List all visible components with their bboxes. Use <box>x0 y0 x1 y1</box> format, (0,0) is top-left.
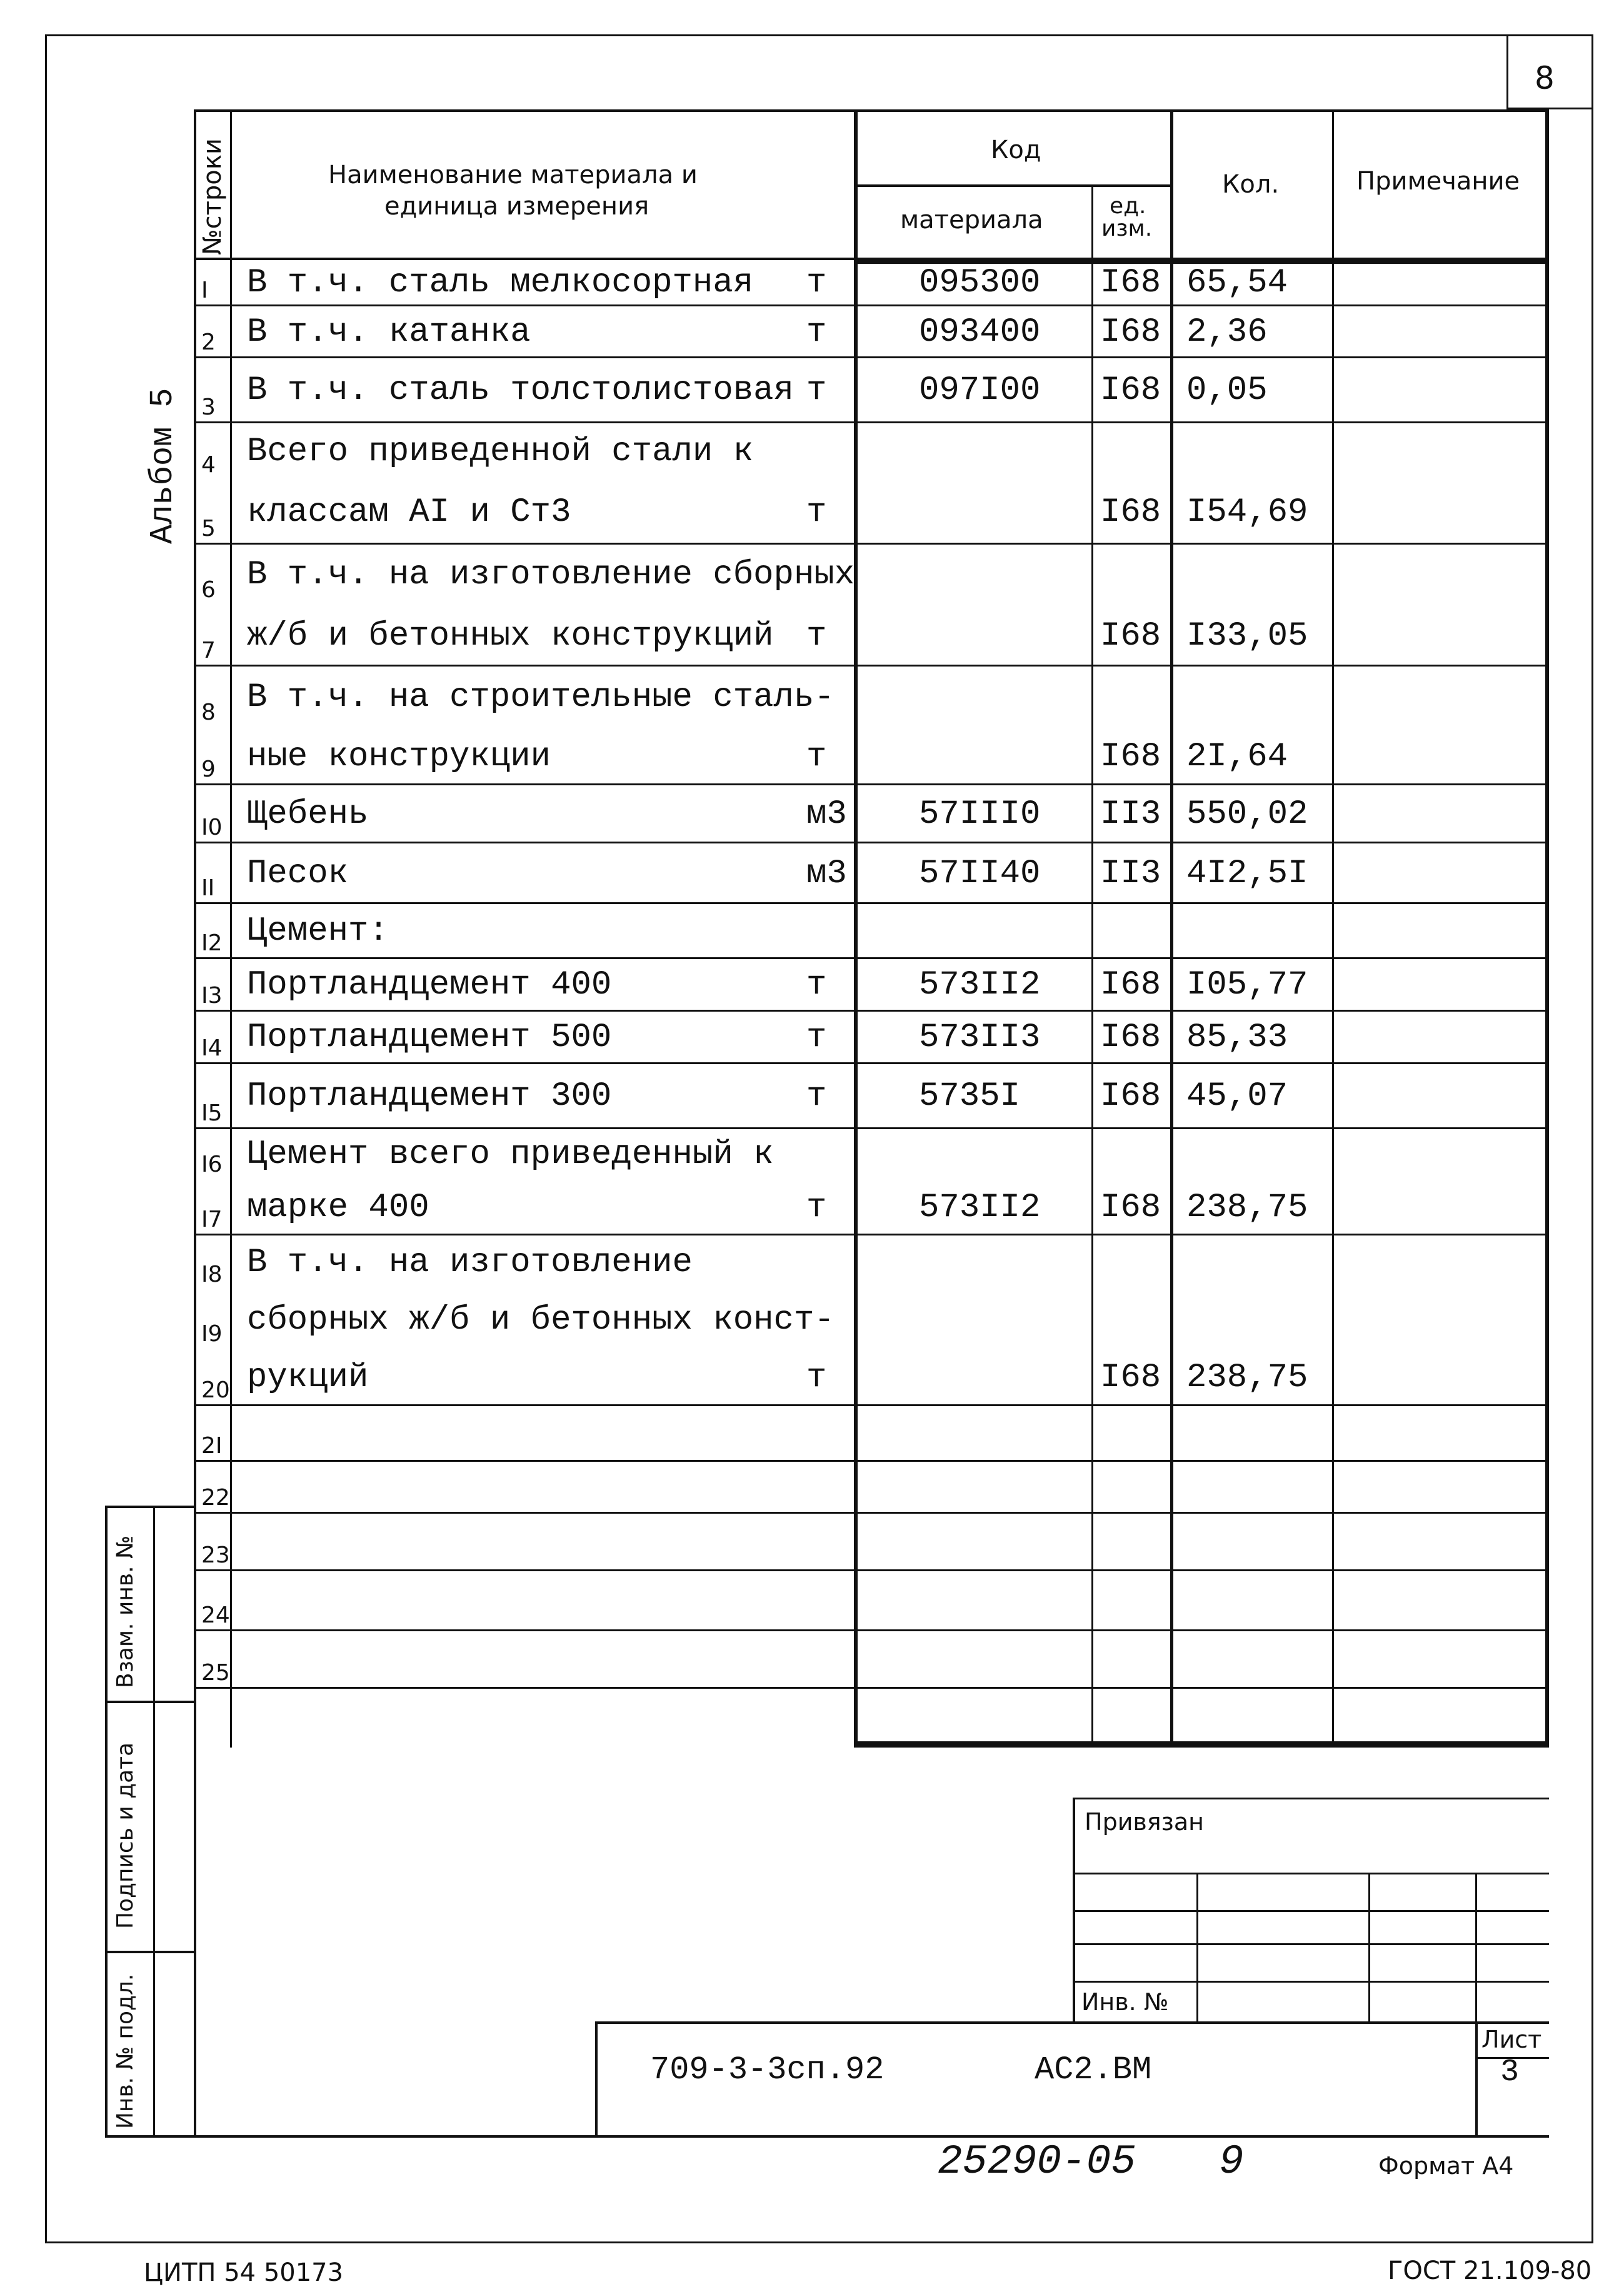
row-name: Щебень <box>247 795 369 833</box>
row-number: I7 <box>201 1207 223 1232</box>
row-qty: 65,54 <box>1186 264 1288 302</box>
row-number: II <box>201 875 215 901</box>
row-divider <box>194 1127 1549 1129</box>
row-divider <box>194 1404 1549 1406</box>
tb-privyazan-v3 <box>1475 1873 1477 2023</box>
table-top-border <box>194 109 1549 112</box>
row-name: В т.ч. сталь мелкосортная <box>247 264 754 302</box>
tb-privyazan-h4 <box>1073 1981 1549 1983</box>
row-name: сборных ж/б и бетонных конст- <box>247 1301 835 1339</box>
row-number-col-border <box>230 109 232 1748</box>
stamp-div-2 <box>105 1951 196 1953</box>
header-row-number: №строки <box>198 138 227 255</box>
row-material-code: 5735I <box>919 1077 1021 1115</box>
row-unit-code: I68 <box>1100 1077 1161 1115</box>
row-divider <box>194 842 1549 843</box>
row-material-code: 573II2 <box>919 1189 1041 1227</box>
stamp-div-1 <box>105 1701 196 1703</box>
tb-list-value: 3 <box>1500 2055 1520 2090</box>
row-number: 20 <box>201 1377 230 1403</box>
tb-privyazan-h1 <box>1073 1873 1549 1874</box>
row-name: В т.ч. сталь толстолистовая <box>247 371 794 410</box>
row-unit-code: I68 <box>1100 313 1161 351</box>
row-qty: 2I,64 <box>1186 738 1288 776</box>
row-number: 23 <box>201 1542 230 1568</box>
row-material-code: 093400 <box>919 313 1041 351</box>
left-code: ЦИТП 54 50173 <box>144 2258 344 2287</box>
row-unit: т <box>806 1189 827 1227</box>
stamp-podpis-data: Подпись и дата <box>113 1742 138 1929</box>
tb-privyazan-top <box>1073 1798 1549 1799</box>
row-number: 7 <box>201 638 216 663</box>
frame-top <box>45 34 1593 36</box>
data-frame-top <box>854 258 1549 264</box>
row-unit: т <box>806 313 827 351</box>
tb-privyazan-v2 <box>1368 1873 1370 2023</box>
row-divider <box>194 783 1549 785</box>
row-unit-code: I68 <box>1100 617 1161 655</box>
row-unit-code: I68 <box>1100 1019 1161 1057</box>
row-name: ные конструкции <box>247 738 551 776</box>
row-number: I <box>201 278 208 303</box>
row-qty: 238,75 <box>1186 1189 1308 1227</box>
row-qty: 0,05 <box>1186 371 1268 410</box>
row-number: I8 <box>201 1262 223 1287</box>
row-name: В т.ч. катанка <box>247 313 531 351</box>
row-number: 5 <box>201 516 216 541</box>
row-divider <box>194 1512 1549 1514</box>
handwritten-page: 9 <box>1219 2138 1244 2185</box>
row-name: Цемент: <box>247 912 389 950</box>
row-divider <box>194 1460 1549 1462</box>
row-divider <box>194 1687 1549 1689</box>
row-qty: 550,02 <box>1186 795 1308 833</box>
row-name: Всего приведенной стали к <box>247 433 754 471</box>
header-name-line1: Наименование материала и <box>328 161 698 189</box>
row-number: I3 <box>201 983 223 1009</box>
tb-main-left <box>595 2021 598 2137</box>
row-divider <box>194 304 1549 306</box>
stamp-vzam-inv: Взам. инв. № <box>113 1535 138 1688</box>
row-material-code: 573II3 <box>919 1019 1041 1057</box>
row-number: 2 <box>201 330 216 355</box>
row-qty: 45,07 <box>1186 1077 1288 1115</box>
row-unit: м3 <box>806 855 847 893</box>
row-name: В т.ч. на изготовление сборных <box>247 556 855 594</box>
row-name: Песок <box>247 855 349 893</box>
row-number: 25 <box>201 1660 230 1686</box>
header-code-unit-1: ед. <box>1110 193 1146 219</box>
row-number: I9 <box>201 1321 223 1347</box>
header-code: Код <box>991 136 1041 164</box>
tb-inv-no: Инв. № <box>1081 1988 1169 2016</box>
row-qty: I33,05 <box>1186 617 1308 655</box>
tb-list-left <box>1475 2021 1478 2137</box>
data-frame-bottom <box>854 1741 1549 1748</box>
row-name: марке 400 <box>247 1189 429 1227</box>
row-qty: 2,36 <box>1186 313 1268 351</box>
note-col-border <box>1332 109 1334 1748</box>
tb-privyazan-h3 <box>1073 1943 1549 1945</box>
row-unit: т <box>806 1359 827 1397</box>
row-divider <box>194 543 1549 545</box>
body-bottom-line <box>105 2135 1549 2138</box>
row-divider <box>194 421 1549 423</box>
row-number: 8 <box>201 700 216 725</box>
table-left-border <box>194 109 196 1748</box>
row-material-code: 57II40 <box>919 855 1041 893</box>
frame-right <box>1591 34 1593 2242</box>
stamp-col-mid <box>153 1506 155 2137</box>
row-qty: 4I2,5I <box>1186 855 1308 893</box>
row-number: I0 <box>201 815 223 840</box>
header-name-line2: единица измерения <box>384 192 649 221</box>
row-number: 9 <box>201 757 216 782</box>
row-number: I2 <box>201 930 223 956</box>
row-number: 6 <box>201 577 216 603</box>
body-left-line <box>194 1748 196 2135</box>
row-name: Портландцемент 500 <box>247 1019 612 1057</box>
row-material-code: 095300 <box>919 264 1041 302</box>
row-divider <box>194 1062 1549 1064</box>
tb-privyazan: Привязан <box>1085 1808 1204 1836</box>
row-name: классам АI и Ст3 <box>247 493 571 531</box>
row-unit-code: I68 <box>1100 1189 1161 1227</box>
row-unit: т <box>806 1019 827 1057</box>
row-name: В т.ч. на строительные сталь- <box>247 678 835 717</box>
row-divider <box>194 1010 1549 1012</box>
tb-list-label: Лист <box>1481 2026 1542 2053</box>
header-code-material: материала <box>900 206 1043 234</box>
row-unit-code: I68 <box>1100 966 1161 1004</box>
format-label: Формат А4 <box>1378 2152 1514 2180</box>
tb-main-top <box>595 2021 1549 2024</box>
row-unit: т <box>806 493 827 531</box>
row-qty: I54,69 <box>1186 493 1308 531</box>
row-unit-code: I68 <box>1100 493 1161 531</box>
row-number: I4 <box>201 1035 223 1061</box>
row-number: 3 <box>201 395 216 420</box>
album-label: Альбом 5 <box>144 388 181 544</box>
row-name: рукций <box>247 1359 369 1397</box>
stamp-col-left <box>105 1506 108 2137</box>
name-col-border <box>854 109 858 1748</box>
row-unit: т <box>806 264 827 302</box>
qty-col-border <box>1170 109 1173 1748</box>
row-divider <box>194 1629 1549 1631</box>
row-divider <box>194 1234 1549 1235</box>
table-right-border <box>1545 109 1549 1748</box>
tb-privyazan-h2 <box>1073 1910 1549 1912</box>
row-material-code: 57III0 <box>919 795 1041 833</box>
row-divider <box>194 902 1549 904</box>
row-unit: т <box>806 371 827 410</box>
row-unit-code: I68 <box>1100 371 1161 410</box>
row-number: 22 <box>201 1485 230 1511</box>
row-name: ж/б и бетонных конструкций <box>247 617 774 655</box>
row-divider <box>194 1569 1549 1571</box>
row-unit-code: I68 <box>1100 264 1161 302</box>
row-number: 24 <box>201 1602 230 1628</box>
frame-bottom <box>45 2241 1593 2243</box>
header-code-unit-2: изм. <box>1101 216 1153 241</box>
tb-doc-code: 709-3-3сп.92 <box>650 2051 885 2088</box>
row-unit-code: I68 <box>1100 1359 1161 1397</box>
row-qty: I05,77 <box>1186 966 1308 1004</box>
header-note: Примечание <box>1356 167 1520 196</box>
row-number: I5 <box>201 1100 223 1126</box>
row-name: Портландцемент 300 <box>247 1077 612 1115</box>
row-unit: м3 <box>806 795 847 833</box>
row-divider <box>194 665 1549 667</box>
gost-label: ГОСТ 21.109-80 <box>1388 2256 1592 2285</box>
row-material-code: 097I00 <box>919 371 1041 410</box>
corner-box-left <box>1506 34 1508 109</box>
row-name: В т.ч. на изготовление <box>247 1244 693 1282</box>
row-material-code: 573II2 <box>919 966 1041 1004</box>
row-number: I6 <box>201 1152 223 1177</box>
stamp-col-top <box>105 1506 196 1508</box>
handwritten-number: 25290-05 <box>938 2138 1136 2185</box>
row-qty: 85,33 <box>1186 1019 1288 1057</box>
row-unit: т <box>806 1077 827 1115</box>
header-qty: Кол. <box>1222 170 1280 199</box>
code-subheader-line <box>854 184 1173 187</box>
stamp-inv-podl: Инв. № подл. <box>113 1973 138 2129</box>
row-name: Портландцемент 400 <box>247 966 612 1004</box>
row-unit-code: I68 <box>1100 738 1161 776</box>
sheet-corner-number: 8 <box>1535 60 1555 96</box>
row-name: Цемент всего приведенный к <box>247 1135 774 1174</box>
row-unit: т <box>806 966 827 1004</box>
tb-privyazan-v1 <box>1196 1873 1198 2023</box>
row-qty: 238,75 <box>1186 1359 1308 1397</box>
frame-left <box>45 34 47 2242</box>
row-number: 2I <box>201 1433 223 1459</box>
row-unit-code: II3 <box>1100 855 1161 893</box>
row-unit-code: II3 <box>1100 795 1161 833</box>
row-divider <box>194 957 1549 959</box>
row-unit: т <box>806 617 827 655</box>
row-number: 4 <box>201 452 216 478</box>
row-divider <box>194 356 1549 358</box>
row-unit: т <box>806 738 827 776</box>
tb-doc-mark: АС2.ВМ <box>1035 2051 1152 2088</box>
